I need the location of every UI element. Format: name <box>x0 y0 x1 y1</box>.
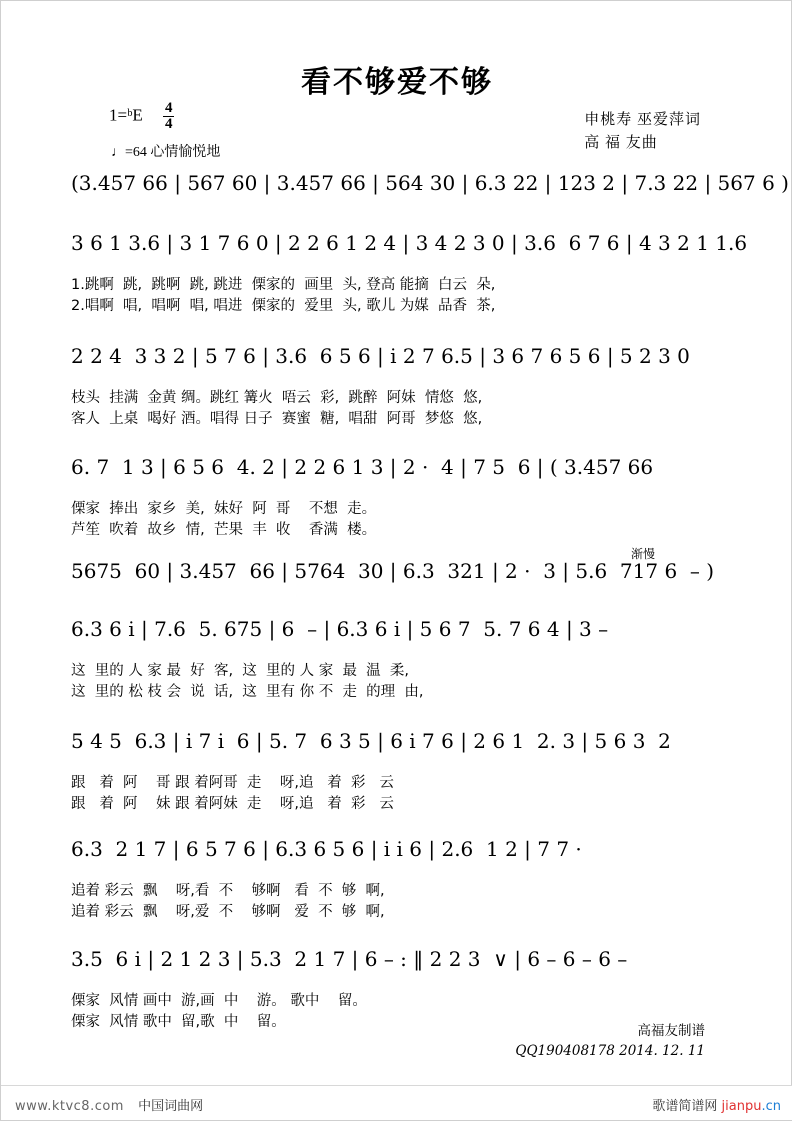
lyric-line-1: 傈家 捧出 家乡 美, 妹好 阿 哥 不想 走。 <box>71 501 377 517</box>
engraver-signature <box>515 1021 705 1062</box>
credits <box>584 109 701 156</box>
lyric-line-2: 傈家 风情 歌中 留,歌 中 留。 <box>71 1014 286 1031</box>
time-signature-numerator: 4 <box>164 100 173 116</box>
system-interlude <box>71 547 731 595</box>
system-verse-line-1 <box>71 231 748 317</box>
notes-line: 3 6 1 3.6 | 3 1 7 6 0 | 2 2 6 1 2 4 | 3 4 2 3 0 | 3.6 6 7 6 | 4 3 2 1 1.6 <box>71 231 748 255</box>
credit-composer: 高 福 友曲 <box>584 135 658 152</box>
notes-line: 6. 7 1 3 | 6 5 6 4. 2 | 2 2 6 1 3 | 2 · 4 | 7 5 6 | ( 3.457 66 <box>71 455 654 479</box>
lyric-line-1: 追着 彩云 飘 呀,看 不 够啊 看 不 够 啊, <box>71 883 385 899</box>
lyric-line-1: 这 里的 人 家 最 好 客, 这 里的 人 家 最 温 柔, <box>71 663 410 679</box>
footer-right <box>652 1095 781 1114</box>
time-signature-denominator: 4 <box>164 116 173 132</box>
lyric-line-2: 跟 着 阿 妹 跟 着阿妹 走 呀,追 着 彩 云 <box>71 796 394 813</box>
lyric-line-1: 1.跳啊 跳, 跳啊 跳, 跳进 傈家的 画里 头, 登高 能摘 白云 朵, <box>71 277 496 293</box>
lyric-line-2: 芦笙 吹着 故乡 情, 芒果 丰 收 香满 楼。 <box>71 522 377 539</box>
system-chorus-line-2 <box>71 731 731 815</box>
system-verse-line-2 <box>71 346 731 430</box>
footer-left <box>15 1095 203 1114</box>
time-signature <box>163 101 175 132</box>
watermark-domain-tld[interactable]: .cn <box>761 1099 781 1114</box>
watermark-label: 歌谱简谱网 <box>652 1099 718 1114</box>
engraver-name: 高福友制谱 <box>637 1023 705 1039</box>
lyric-line-2: 追着 彩云 飘 呀,爱 不 够啊 爱 不 够 啊, <box>71 904 385 921</box>
lyric-line-2: 客人 上桌 喝好 酒。唱得 日子 赛蜜 糖, 唱甜 阿哥 梦悠 悠, <box>71 411 483 428</box>
tempo-marking: ♩=64 心情愉悦地 <box>111 145 221 160</box>
key-signature <box>109 101 174 132</box>
engraver-id-date: QQ190408178 2014. 12. 11 <box>515 1043 705 1060</box>
notes-line: 5675 60 | 3.457 66 | 5764 30 | 6.3 321 | 2 · 3 | 5.6 717 6 – ) <box>71 559 715 583</box>
notes-line: 6.3 6 i | 7.6 5. 675 | 6 – | 6.3 6 i | 5 6 7 5. 7 6 4 | 3 – <box>71 617 609 641</box>
footer-bar <box>1 1085 792 1120</box>
lyric-line-1: 枝头 挂满 金黄 绸。跳红 篝火 唔云 彩, 跳醉 阿妹 情悠 悠, <box>71 390 483 406</box>
notes-line: 6.3 2 1 7 | 6 5 7 6 | 6.3 6 5 6 | i i 6 | 2.6 1 2 | 7 7 · <box>71 837 582 861</box>
site-url[interactable]: www.ktvc8.com <box>15 1099 124 1114</box>
system-chorus-line-1 <box>71 619 731 703</box>
notes-line: 5 4 5 6.3 | i 7 i 6 | 5. 7 6 3 5 | 6 i 7 6 | 2 6 1 2. 3 | 5 6 3 2 <box>71 729 671 753</box>
lyric-line-1: 跟 着 阿 哥 跟 着阿哥 走 呀,追 着 彩 云 <box>71 775 394 791</box>
lyric-line-2: 2.唱啊 唱, 唱啊 唱, 唱进 傈家的 爱里 头, 歌儿 为媒 品香 茶, <box>71 298 496 315</box>
lyric-line-1: 傈家 风情 画中 游,画 中 游。 歌中 留。 <box>71 993 367 1009</box>
watermark-domain[interactable]: jianpu <box>721 1099 762 1114</box>
key-signature-text: 1=ᵇE <box>109 105 143 125</box>
rit-annotation: 渐慢 <box>631 547 656 561</box>
page-title: 看不够爱不够 <box>301 65 493 100</box>
lyric-line-2: 这 里的 松 枝 会 说 话, 这 里有 你 不 走 的理 由, <box>71 684 424 701</box>
system-intro <box>71 171 789 207</box>
site-name[interactable]: 中国词曲网 <box>138 1099 204 1114</box>
notes-line: (3.457 66 | 567 60 | 3.457 66 | 564 30 | 6.3 22 | 123 2 | 7.3 22 | 567 6 ) <box>71 171 789 195</box>
system-verse-line-3 <box>71 457 731 541</box>
notes-line: 2 2 4 3 3 2 | 5 7 6 | 3.6 6 5 6 | i 2 7 6.5 | 3 6 7 6 5 6 | 5 2 3 0 <box>71 344 690 368</box>
credit-lyricist: 申桃寿 巫爱萍词 <box>584 112 701 128</box>
system-chorus-line-3 <box>71 839 731 923</box>
notes-line: 3.5 6 i | 2 1 2 3 | 5.3 2 1 7 | 6 – : ‖ 2 2 3 ∨ | 6 – 6 – 6 – <box>71 947 628 971</box>
